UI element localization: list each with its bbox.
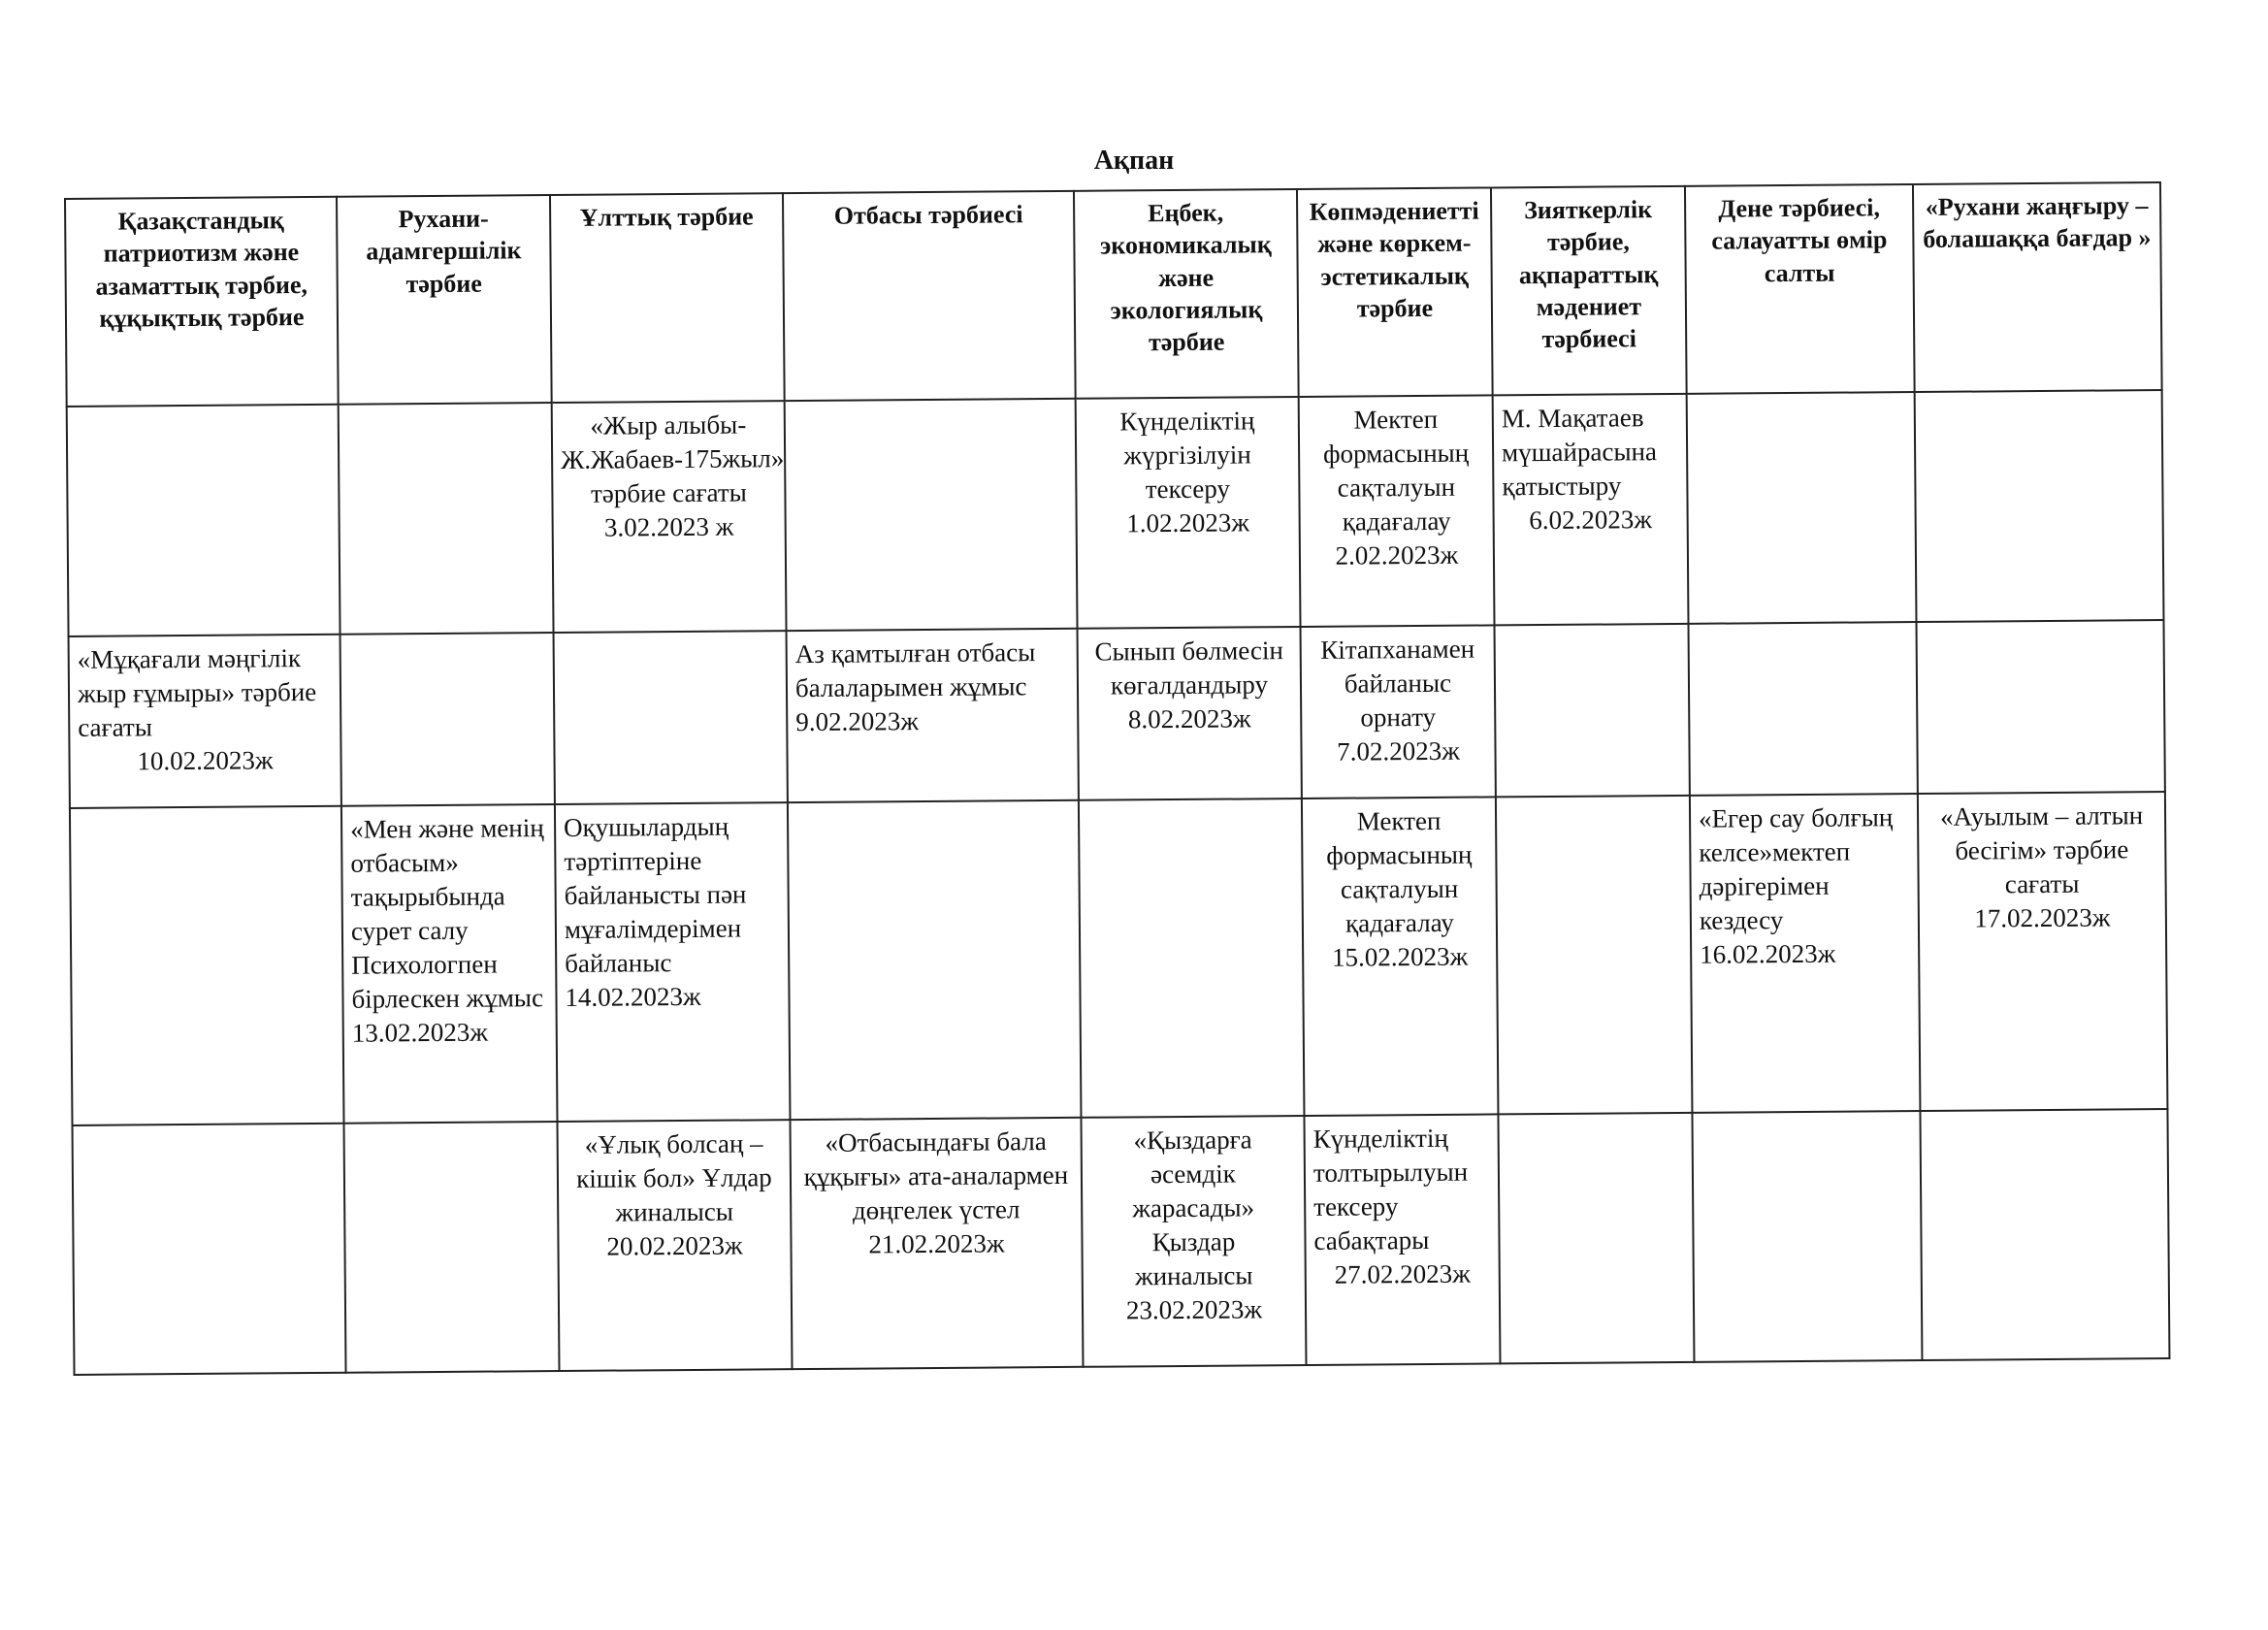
cell-text: Аз қамтылған отбасы балаларымен жұмыс: [794, 636, 1036, 702]
cell-date: 20.02.2023ж: [606, 1230, 743, 1261]
header-cell: Қазақстандық патриотизм және азаматтық тәрбие, құқықтық тәрбие: [65, 197, 339, 407]
header-row: [65, 182, 2162, 407]
table-cell: [73, 1124, 346, 1375]
cell-text: [563, 637, 778, 639]
cell-text: [81, 1130, 336, 1132]
cell-text: Күнделіктің жүргізілуін тексеру: [1119, 406, 1255, 505]
cell-text: «Мұқағали мәңгілік жыр ғұмыры» тәрбие сағаты: [77, 642, 317, 742]
table-cell: [557, 1120, 792, 1371]
cell-text: «Отбасындағы бала құқығы» ата-аналармен дөңгелек үстел: [803, 1125, 1069, 1225]
table-cell: [790, 1118, 1083, 1370]
cell-text: [1924, 397, 2154, 399]
header-cell: «Рухани жаңғыру – болашаққа бағдар »: [1913, 182, 2162, 392]
cell-text: «Мен және менің отбасым» тақырыбында сурет салу Психологпен бірлескен жұмыс: [349, 812, 544, 1014]
cell-date: 14.02.2023ж: [565, 981, 701, 1013]
cell-text: «Ауылым – алтын бесігім» тәрбие сағаты: [1939, 799, 2144, 899]
cell-date: [1696, 399, 1906, 401]
header-cell: Отбасы тәрбиесі: [783, 191, 1076, 401]
header-cell: Дене тәрбиесі, салауатты өмір салты: [1685, 184, 1915, 394]
table-cell: [1076, 397, 1301, 628]
cell-date: 17.02.2023ж: [1974, 902, 2111, 933]
cell-text: [1929, 1116, 2159, 1118]
table-cell: [1302, 797, 1499, 1116]
cell-text: «Ұлық болсаң – кішік бол» Ұлдар жиналысы: [576, 1128, 772, 1227]
cell-date: 3.02.2023 ж: [603, 511, 734, 542]
table-cell: [785, 399, 1078, 631]
table-cell: [1690, 794, 1921, 1113]
table-cell: [787, 628, 1079, 801]
cell-date: [76, 411, 330, 413]
table-cell: [1918, 792, 2168, 1111]
table-cell: [1301, 625, 1496, 799]
table-cell: [339, 403, 554, 634]
table-cell: [1687, 392, 1917, 623]
cell-date: 15.02.2023ж: [1331, 941, 1469, 972]
cell-text: Мектеп формасының сақталуын қадағалау: [1322, 404, 1470, 537]
cell-date: [1701, 1118, 1912, 1120]
cell-date: [794, 406, 1067, 408]
table-cell: [69, 634, 341, 807]
cell-text: Кітапханамен байланыс орнату: [1320, 634, 1475, 733]
cell-text: [79, 812, 333, 814]
cell-text: Күнделіктің толтырылуын тексеру сабақтары: [1312, 1123, 1469, 1255]
cell-date: [563, 637, 778, 639]
cell-text: [353, 1128, 549, 1130]
cell-date: [1507, 1120, 1684, 1121]
cell-date: 1.02.2023ж: [1126, 507, 1250, 538]
cell-text: Сынып бөлмесін көгалдандыру: [1094, 635, 1283, 701]
table-cell: [1688, 622, 1917, 796]
table-cell: [340, 633, 555, 806]
header-cell: Еңбек, экономикалық және экологиялық тәрбие: [1074, 189, 1299, 399]
cell-text: М. Мақатаев мүшайрасына қатыстыру: [1501, 403, 1658, 502]
header-cell: Ұлттық тәрбие: [550, 193, 785, 403]
cell-text: [76, 411, 330, 413]
table-cell: [1498, 1113, 1694, 1364]
cell-text: [1505, 802, 1681, 803]
cell-date: 8.02.2023ж: [1127, 703, 1251, 734]
header-cell: Зияткерлік тәрбие, ақпараттық мәдениет тәрбиесі: [1491, 186, 1687, 396]
cell-date: 27.02.2023ж: [1334, 1258, 1471, 1289]
cell-text: [349, 639, 545, 641]
cell-text: Мектеп формасының сақталуын қадағалау: [1326, 805, 1473, 938]
table-cell: [1081, 1116, 1306, 1367]
cell-date: [1087, 805, 1293, 807]
table-cell: [1916, 620, 2164, 794]
table-row: [70, 792, 2168, 1125]
table-cell: [1078, 627, 1302, 800]
cell-text: «Жыр алыбы-Ж.Жабаев-175жыл» тәрбие сағаты: [561, 409, 785, 508]
cell-date: [1504, 631, 1680, 632]
table-cell: [552, 401, 787, 633]
cell-date: [81, 1130, 336, 1132]
cell-date: [1924, 397, 2154, 399]
cell-text: «Егер сау болғың келсе»мектеп дәрігерімен кездесу: [1698, 801, 1894, 935]
table-row: [67, 390, 2164, 636]
page-title: Ақпан: [1093, 146, 1175, 176]
cell-date: [1926, 627, 2155, 629]
cell-date: 9.02.2023ж: [795, 705, 920, 736]
table-cell: [1915, 390, 2164, 622]
table-cell: [1495, 623, 1690, 797]
cell-text: [1701, 1118, 1912, 1120]
table-cell: [1304, 1114, 1500, 1365]
cell-date: [1929, 1116, 2159, 1118]
plan-table: [64, 181, 2170, 1376]
cell-text: [1696, 399, 1906, 401]
cell-text: [1504, 631, 1680, 632]
table-cell: [1496, 795, 1693, 1114]
cell-text: [1507, 1120, 1684, 1121]
table-cell: [1079, 799, 1305, 1118]
table-cell: [343, 1122, 559, 1373]
table-cell: [70, 805, 344, 1125]
table-row: [69, 620, 2165, 808]
table-row: [73, 1109, 2170, 1375]
cell-date: [79, 812, 333, 814]
table-cell: [67, 405, 340, 636]
cell-date: 10.02.2023ж: [137, 745, 274, 776]
cell-date: [353, 1128, 549, 1130]
cell-text: [1087, 805, 1293, 807]
cell-date: 2.02.2023ж: [1335, 540, 1459, 571]
cell-text: «Қыздарға әсемдік жарасады» Қыздар жиналысы: [1132, 1125, 1255, 1291]
cell-date: 16.02.2023ж: [1700, 938, 1836, 969]
table-cell: [554, 631, 788, 804]
table-cell: [1920, 1109, 2169, 1360]
cell-date: 13.02.2023ж: [351, 1017, 489, 1048]
table-cell: [788, 799, 1082, 1120]
cell-text: [1698, 629, 1908, 631]
cell-date: [796, 806, 1070, 808]
cell-date: [347, 409, 543, 411]
table-cell: [1493, 394, 1689, 625]
header-cell: Көпмәдениетті және көркем-эстетикалық тәрбие: [1297, 187, 1493, 397]
cell-text: [347, 409, 543, 411]
table-cell: [1299, 395, 1495, 626]
cell-date: [1698, 629, 1908, 631]
cell-date: [1505, 802, 1681, 803]
cell-date: [349, 639, 545, 641]
cell-text: Оқушылардың тәртіптеріне байланысты пән мұғалімдерімен байланыс: [563, 811, 747, 978]
cell-text: [794, 406, 1067, 408]
header-cell: Рухани-адамгершілік тәрбие: [337, 195, 552, 405]
cell-date: 21.02.2023ж: [868, 1228, 1005, 1259]
table-cell: [555, 802, 791, 1122]
cell-date: 23.02.2023ж: [1125, 1294, 1263, 1325]
table-cell: [341, 804, 558, 1124]
cell-date: 7.02.2023ж: [1337, 735, 1460, 766]
cell-date: 6.02.2023ж: [1529, 505, 1653, 536]
cell-text: [1926, 627, 2155, 629]
cell-text: [796, 806, 1070, 808]
table-cell: [1692, 1111, 1922, 1362]
